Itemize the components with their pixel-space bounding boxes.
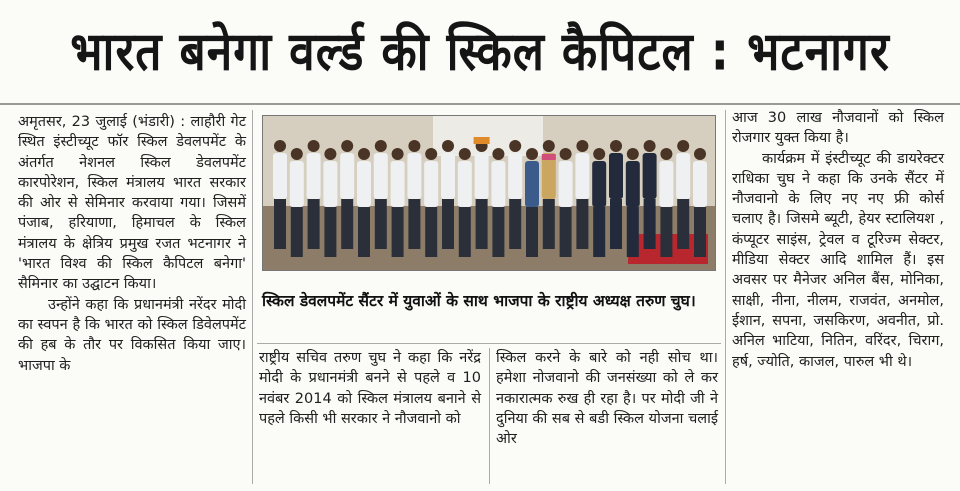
person-body: [575, 153, 589, 199]
person-body: [693, 161, 707, 207]
person-head: [324, 148, 336, 160]
person-body: [357, 161, 371, 207]
headline-rule: [0, 103, 960, 105]
person-head: [442, 140, 454, 152]
person-legs: [576, 199, 588, 249]
person-legs: [627, 207, 639, 257]
person-body: [559, 161, 573, 207]
person-legs: [660, 207, 672, 257]
person-legs: [677, 199, 689, 249]
person-head: [593, 148, 605, 160]
article-paragraph: कार्यक्रम में इंस्टीच्यूट की डायरेक्टर राधिका चुघ ने कहा कि उनके सैंटर में नौजवानो के लिए नए नए फ्री कोर्स चलाए है। जिसमे ब्यूटी, हेयर स्टालियश , कंप्यूटर साइंस, ट्रेवल व टूरिज्म सेक्टर, मीडिया सेक्टर आदि शामिल हैं। इस अवसर पर मैनेजर अनिल बैंस, मोनिका, साक्षी, नीना, नीलम, राजवंत, अनमोल, ईशान, सपना, जसकिरण, अवनीत, प्रो. अनिल भाटिया, नितिन, वरिंदर, चिराग, हर्ष, ज्योति, काजल, पारुल भी थे।: [732, 150, 944, 370]
person-legs: [375, 199, 387, 249]
person-legs: [459, 207, 471, 257]
person-body: [475, 153, 489, 199]
person-legs: [644, 199, 656, 249]
scarf: [542, 154, 556, 160]
person-body: [458, 161, 472, 207]
article-column-2: [259, 348, 481, 429]
person-body: [441, 153, 455, 199]
person-body: [592, 161, 606, 207]
person-head: [408, 140, 420, 152]
person-head: [274, 140, 286, 152]
person-legs: [543, 199, 555, 249]
person-head: [392, 148, 404, 160]
group-photo-image: [263, 116, 716, 271]
person-body: [340, 153, 354, 199]
article-paragraph: स्किल करने के बारे को नही सोच था। हमेशा नोजवानो की जनसंख्या को ले कर नकारात्मक रुख ही रहा है। पर मोदी जी ने दुनिया की सब से बडी स्किल योजना चलाई ओर: [496, 350, 718, 448]
person-legs: [341, 199, 353, 249]
person-legs: [324, 207, 336, 257]
person-legs: [442, 199, 454, 249]
person-legs: [593, 207, 605, 257]
person-body: [491, 161, 505, 207]
column-divider: [725, 110, 726, 484]
person-head: [291, 148, 303, 160]
person-legs: [308, 199, 320, 249]
person-body: [290, 161, 304, 207]
person-head: [694, 148, 706, 160]
turban: [474, 137, 490, 144]
person-body: [424, 161, 438, 207]
person-body: [676, 153, 690, 199]
person-head: [644, 140, 656, 152]
person-head: [492, 148, 504, 160]
caption-divider: [257, 343, 721, 344]
person-head: [526, 148, 538, 160]
article-column-3: [496, 348, 718, 449]
photo-caption: स्किल डेवलपमेंट सैंटर में युवाओं के साथ भाजपा के राष्ट्रीय अध्यक्ष तरुण चुघ।: [262, 292, 696, 310]
headline: भारत बनेगा वर्ल्ड की स्किल कैपिटल : भटनागर: [70, 20, 890, 83]
article-paragraph: आज 30 लाख नौजवानों को स्किल रोजगार युक्त किया है।: [732, 110, 944, 147]
person-legs: [492, 207, 504, 257]
person-head: [425, 148, 437, 160]
person-body: [643, 153, 657, 199]
person-head: [576, 140, 588, 152]
person-head: [308, 140, 320, 152]
person-legs: [392, 207, 404, 257]
person-body: [525, 161, 539, 207]
person-head: [459, 148, 471, 160]
person-head: [543, 140, 555, 152]
person-body: [391, 161, 405, 207]
person-body: [323, 161, 337, 207]
person-head: [375, 140, 387, 152]
article-paragraph: राष्ट्रीय सचिव तरुण चुघ ने कहा कि नरेंद्र मोदी के प्रधानमंत्री बनने से पहले व 10 नवंबर 2014 को स्किल मंत्रालय बनाने से पहले किसी भी सरकार ने नौजवानो को: [259, 350, 481, 427]
person-legs: [358, 207, 370, 257]
column-divider: [252, 110, 253, 484]
person-head: [610, 140, 622, 152]
article-paragraph: अमृतसर, 23 जुलाई (भंडारी) : लाहौरी गेट स्थित इंस्टीच्यूट फॉर स्किल डेवलपमेंट के अंतर्गत नेशनल स्किल डेवलपमेंट कारपोरेशन, स्किल मंत्रालय भारत सरकार की ओर से सेमिनार करवाया गया। जिसमें पंजाब, हरियाणा, हिमाचल के स्किल मंत्रालय के क्षेत्रिय प्रमुख रजत भटनागर ने 'भारत विश्व की स्किल कैपिटल बनेगा' सैमिनार का उद्घाटन किया।: [18, 114, 246, 293]
person-body: [407, 153, 421, 199]
column-divider: [489, 348, 490, 484]
person-legs: [476, 199, 488, 249]
person-legs: [408, 199, 420, 249]
person-legs: [560, 207, 572, 257]
person-legs: [509, 199, 521, 249]
person-legs: [526, 207, 538, 257]
person-head: [677, 140, 689, 152]
article-column-1: [18, 112, 246, 376]
person-body: [609, 153, 623, 199]
article-column-4: [732, 108, 944, 372]
person-head: [660, 148, 672, 160]
person-head: [560, 148, 572, 160]
person-body: [307, 153, 321, 199]
person-head: [627, 148, 639, 160]
person-legs: [610, 199, 622, 249]
person-body: [374, 153, 388, 199]
person-head: [341, 140, 353, 152]
person-head: [358, 148, 370, 160]
person-body: [626, 161, 640, 207]
person-legs: [291, 207, 303, 257]
article-paragraph: उन्होंने कहा कि प्रधानमंत्री नरेंदर मोदी का स्वपन है कि भारत को स्किल डिवेलपमेंट की हब के तौर पर विकसित किया जाए। भाजपा के: [18, 296, 246, 374]
person-legs: [694, 207, 706, 257]
person-legs: [274, 199, 286, 249]
person-legs: [425, 207, 437, 257]
person-head: [509, 140, 521, 152]
group-photo: [262, 115, 716, 271]
person-body: [508, 153, 522, 199]
person-body: [273, 153, 287, 199]
person-body: [659, 161, 673, 207]
